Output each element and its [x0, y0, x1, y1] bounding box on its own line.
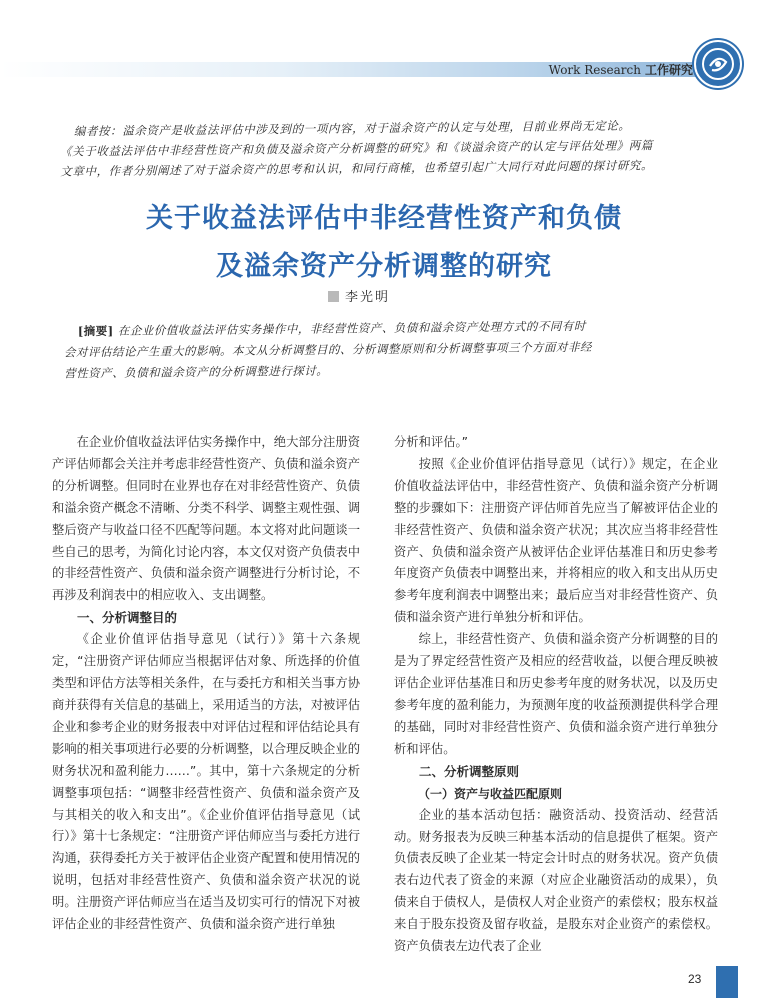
- author: [328, 286, 390, 305]
- page-number: 23: [688, 972, 702, 986]
- abstract-line: 营性资产、负债和溢余资产的分析调整进行探讨。: [64, 363, 329, 381]
- body-paragraph: 综上，非经营性资产、负债和溢余资产分析调整的目的是为了界定经营性资产及相应的经营收益，以便合理反映被评估企业评估基准日和历史参考年度的财务状况，以及历史参考年度的盈利能力，为预测年度的收益预测提供科学合理的基础，同时对非经营性资产、负债和溢余资产进行单独分析和评估。: [394, 632, 718, 756]
- header-english: Work Research: [548, 63, 641, 77]
- section-heading: 一、分析调整目的: [77, 610, 178, 626]
- abstract: [64, 315, 705, 385]
- author-square-icon: [328, 291, 339, 302]
- abstract-line: 在企业价值收益法评估实务操作中，非经营性资产、负债和溢余资产处理方式的不同有时: [117, 318, 586, 338]
- abstract-label: [摘要]: [77, 323, 114, 339]
- subsection-heading: （一）资产与收益匹配原则: [418, 786, 563, 801]
- editor-note-line: 《关于收益法评估中非经营性资产和负债及溢余资产分析调整的研究》和《谈溢余资产的认定与评估处理》两篇: [59, 138, 653, 159]
- body-paragraph: 企业的基本活动包括：融资活动、投资活动、经营活动。财务报表为反映三种基本活动的信息提供了框架。资产负债表反映了企业某一特定会计时点的财务状况。资产负债表右边代表了资金的来源（对应企业融资活动的成果），负债来自于债权人，是债权人对企业资产的索偿权；股东权益来自于股东投资及留存收益，是股东对企业资产的索偿权。资产负债表左边代表了企业: [394, 807, 718, 954]
- article-title-line-2: 及溢余资产分析调整的研究: [216, 251, 552, 282]
- body-paragraph: 在企业价值收益法评估实务操作中，绝大部分注册资产评估师都会关注并考虑非经营性资产、负债和溢余资产的分析调整。但同时在业界也存在对非经营性资产、负债和溢余资产概念不清晰、分类不科学、调整主观性强、调整后资产与收益口径不匹配等问题。本文将对此问题谈一些自己的思考，为简化讨论内容，本文仅对资产负债表中的非经营性资产、负债和溢余资产调整进行分析讨论，不再涉及利润表中的相应收入、支出调整。: [52, 435, 360, 603]
- author-name: 李光明: [345, 290, 391, 305]
- section-heading: 二、分析调整原则: [419, 763, 520, 779]
- journal-logo-icon: [694, 40, 742, 88]
- editor-note: [60, 115, 721, 182]
- running-header: [549, 63, 693, 77]
- header-chinese: 工作研究: [644, 63, 693, 77]
- editor-note-line: 文章中，作者分别阐述了对于溢余资产的思考和认识，和同行商榷，也希望引起广大同行对此问题的探讨研究。: [60, 158, 654, 179]
- body-paragraph: 《企业价值评估指导意见（试行）》第十六条规定，“注册资产评估师应当根据评估对象、所选择的价值类型和评估方法等相关条件，在与委托方和相关当事方协商并获得有关信息的基础上，采用适当的方法，对被评估企业和参考企业的财务报表中对评估过程和评估结论具有影响的相关事项进行必要的分析调整，以合理反映企业的财务状况和盈利能力……”。其中，第十六条规定的分析调整事项包括：“调整非经营性资产、负债和溢余资产及与其相关的收入和支出”。《企业价值评估指导意见（试行）》第十七条规定：“注册资产评估师应当与委托方进行沟通，获得委托方关于被评估企业资产配置和使用情况的说明，包括对非经营性资产、负债和溢余资产状况的说明。注册资产评估师应当在适当及切实可行的情况下对被评估企业的非经营性资产、负债和溢余资产进行单独: [52, 632, 360, 932]
- article-title-line-1: 关于收益法评估中非经营性资产和负债: [146, 203, 622, 234]
- body-paragraph: 按照《企业价值评估指导意见（试行）》规定，在企业价值收益法评估中，非经营性资产、负债和溢余资产分析调整的步骤如下：注册资产评估师首先应当了解被评估企业的非经营性资产、负债和溢余资产状况；其次应当将非经营性资产、负债和溢余资产从被评估企业评估基准日和历史参考年度资产负债表中调整出来，并将相应的收入和支出从历史参考年度利润表中调整出来；最后应当对非经营性资产、负债和溢余资产进行单独分析和评估。: [394, 456, 718, 625]
- page-corner-bar: [716, 966, 738, 998]
- body-paragraph: 分析和评估。”: [394, 435, 469, 449]
- right-column: [394, 432, 718, 958]
- editor-note-line: 编者按：溢余资产是收益法评估中涉及到的一项内容，对于溢余资产的认定与处理，目前业界尚无定论。: [73, 118, 631, 139]
- abstract-line: 会对评估结论产生重大的影响。本文从分析调整目的、分析调整原则和分析调整事项三个方面对非经: [63, 339, 593, 360]
- left-column: [52, 432, 360, 936]
